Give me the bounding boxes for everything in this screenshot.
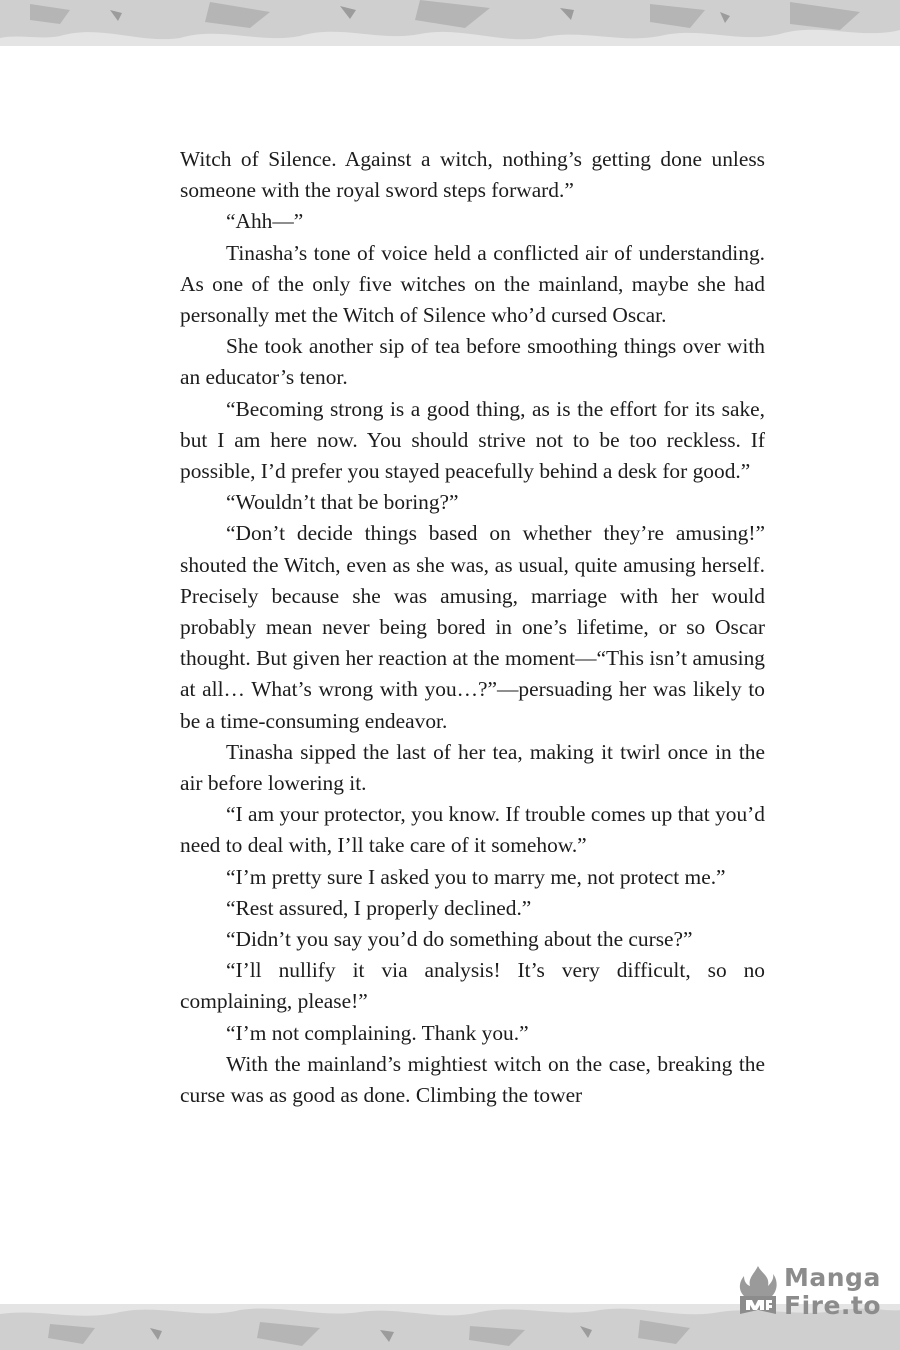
paragraph: Witch of Silence. Against a witch, nothing’s getting done unless someone with the royal sword steps forward.” bbox=[180, 147, 765, 203]
paragraph: “Rest assured, I properly declined.” bbox=[226, 895, 532, 920]
paragraph: “Wouldn’t that be boring?” bbox=[226, 490, 459, 515]
paragraph: “Becoming strong is a good thing, as is the effort for its sake, but I am here now. You should strive not to be too reckless. If possible, I’d prefer you stayed peacefully behind a desk for good.” bbox=[180, 396, 765, 484]
paragraph: She took another sip of tea before smoothing things over with an educator’s tenor. bbox=[180, 334, 765, 390]
paragraph: “I’m pretty sure I asked you to marry me, not protect me.” bbox=[226, 864, 726, 889]
paragraph: “Didn’t you say you’d do something about the curse?” bbox=[226, 927, 693, 952]
flame-book-icon bbox=[736, 1264, 780, 1318]
paragraph: With the mainland’s mightiest witch on the case, breaking the curse was as good as done. Climbing the tower bbox=[180, 1051, 765, 1108]
paragraph: “Don’t decide things based on whether they’re amusing!” shouted the Witch, even as she was, as usual, quite amusing herself. Precisely because she was amusing, marriage with her would probably mean never being bored in one’s lifetime, or so Oscar thought. But given her reaction at the moment—“This isn’t amusing at all… What’s wrong with you…?”—persuading her was likely to be a time-consuming endeavor. bbox=[180, 521, 765, 733]
paragraph: “I am your protector, you know. If trouble comes up that you’d need to deal with, I’ll take care of it somehow.” bbox=[180, 802, 765, 858]
paragraph: “Ahh—” bbox=[226, 209, 304, 234]
watermark-line-2: Fire.to bbox=[784, 1291, 882, 1320]
body-text bbox=[180, 144, 765, 1111]
paragraph: Tinasha’s tone of voice held a conflicted air of understanding. As one of the only five witches on the mainland, maybe she had personally met the Witch of Silence who’d cursed Oscar. bbox=[180, 240, 765, 328]
mangafire-watermark bbox=[736, 1262, 886, 1322]
paragraph: “I’m not complaining. Thank you.” bbox=[226, 1020, 529, 1045]
paragraph: Tinasha sipped the last of her tea, making it twirl once in the air before lowering it. bbox=[180, 739, 765, 796]
watermark-text bbox=[784, 1264, 881, 1320]
paragraph: “I’ll nullify it via analysis! It’s very difficult, so no complaining, please!” bbox=[180, 958, 765, 1014]
top-texture-band bbox=[0, 0, 900, 46]
watermark-line-1: Manga bbox=[784, 1263, 881, 1292]
